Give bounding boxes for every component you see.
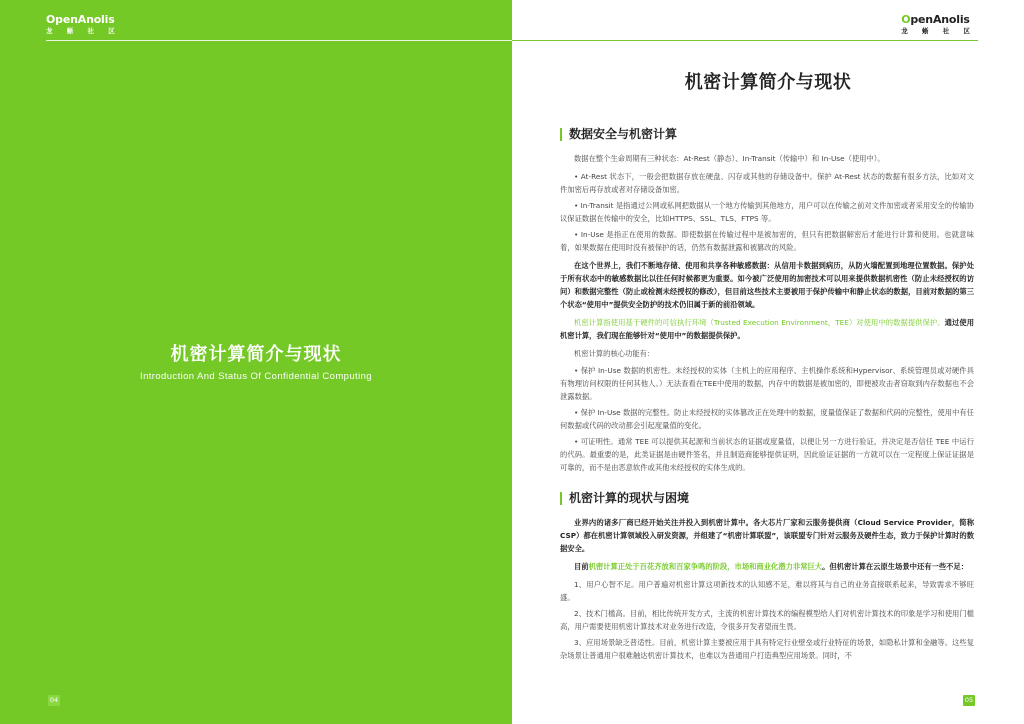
highlight-text: 机密计算指使用基于硬件的可信执行环境（Trusted Execution Environment，TEE）对使用中的数据提供保护。 bbox=[574, 318, 945, 327]
paragraph: 业界内的诸多厂商已经开始关注并投入到机密计算中。各大芯片厂家和云服务提供商（Cloud Service Provider，简称 CSP）都在机密计算领域投入研发资源，并组建了“机密计算联盟”，该联盟专门针对云服务及硬件生态，致力于保护计算时的数据安全。 bbox=[560, 518, 974, 553]
header-divider bbox=[512, 40, 978, 41]
logo-wordmark: OpenAnolis bbox=[46, 13, 115, 26]
openanolis-logo bbox=[901, 14, 976, 36]
logo-subtitle: 龙 蜥 社 区 bbox=[901, 27, 976, 35]
section1-body bbox=[560, 152, 974, 474]
logo-subtitle: 龙 蜥 社 区 bbox=[46, 27, 121, 35]
cover-title: 机密计算简介与现状 bbox=[170, 344, 342, 365]
bullet-confidentiality: • 保护 In-Use 数据的机密性。未经授权的实体（主机上的应用程序、主机操作系统和Hypervisor、系统管理员或对硬件具有物理访问权限的任何其他人。）无法查看在TEE中使用的数据，内存中的数据是被加密的，即便被攻击者窃取到内存数据也不会泄露数据。 bbox=[560, 366, 974, 401]
openanolis-logo bbox=[46, 14, 121, 36]
bullet-attestation: • 可证明性。通常 TEE 可以提供其起源和当前状态的证据或度量值，以便让另一方进行验证，并决定是否信任 TEE 中运行的代码。最重要的是，此类证据是由硬件签名，并且制造商能够提供证明，因此验证证据的一方就可以在一定程度上保证证据是可靠的，而不是由恶意软件或其他未经授权的实体生成的。 bbox=[560, 437, 974, 472]
list-item: 2、技术门槛高。目前，相比传统开发方式，主流的机密计算技术的编程模型给人们对机密计算技术的印象是学习和使用门槛高，用户需要使用机密计算技术对业务进行改造，令很多开发者望而生畏。 bbox=[560, 609, 974, 631]
section-heading: 机密计算的现状与困境 bbox=[560, 492, 689, 505]
page-number: 04 bbox=[49, 696, 59, 704]
section-heading: 数据安全与机密计算 bbox=[560, 128, 677, 141]
paragraph: 目前机密计算正处于百花齐放和百家争鸣的阶段，市场和商业化潜力非常巨大。但机密计算在云原生场景中还有一些不足： bbox=[574, 562, 969, 571]
content-page bbox=[512, 0, 1024, 724]
highlight-text: 机密计算正处于百花齐放和百家争鸣的阶段，市场和商业化潜力非常巨大 bbox=[588, 562, 823, 571]
paragraph: 机密计算的核心功能有： bbox=[574, 349, 655, 358]
list-item: 1、用户心智不足。用户普遍对机密计算这项新技术的认知感不足，难以将其与自己的业务直接联系起来，导致需求不够旺盛。 bbox=[560, 580, 974, 602]
page-title: 机密计算简介与现状 bbox=[684, 72, 852, 93]
paragraph: 机密计算指使用基于硬件的可信执行环境（Trusted Execution Environment，TEE）对使用中的数据提供保护。通过使用机密计算，我们现在能够针对“使用中”的数据提供保护。 bbox=[560, 318, 974, 340]
list-item: 3、应用场景缺乏普适性。目前，机密计算主要被应用于具有特定行业壁垒或行业特征的场景，如隐私计算和金融等。这些复杂场景让普通用户很难触达机密计算技术，也难以为普通用户打造典型应用场景。同时，不 bbox=[560, 638, 974, 660]
bullet-integrity: • 保护 In-Use 数据的完整性。防止未经授权的实体篡改正在处理中的数据，度量值保证了数据和代码的完整性，使用中有任何数据或代码的改动都会引起度量值的变化。 bbox=[560, 408, 974, 430]
paragraph: 在这个世界上，我们不断地存储、使用和共享各种敏感数据：从信用卡数据到病历，从防火墙配置到地理位置数据。保护处于所有状态中的敏感数据比以往任何时候都更为重要。如今被广泛使用的加密技术可以用来提供数据机密性（防止未经授权的访问）和数据完整性（防止或检测未经授权的修改），但目前这些技术主要被用于保护传输中和静止状态的数据，目前对数据的第三个状态“使用中”提供安全防护的技术仍旧属于新的前沿领域。 bbox=[560, 261, 974, 309]
paragraph: 数据在整个生命周期有三种状态：At-Rest（静态）、In-Transit（传输中）和 In-Use（使用中）。 bbox=[574, 154, 885, 163]
page-number: 05 bbox=[964, 696, 974, 704]
cover-subtitle: Introduction And Status Of Confidential Computing bbox=[140, 371, 372, 382]
section2-body bbox=[560, 516, 974, 662]
bullet-in-transit: • In-Transit 是指通过公网或私网把数据从一个地方传输到其他地方，用户可以在传输之前对文件加密或者采用安全的传输协议保证数据在传输中的安全，比如HTTPS、SSL、TLS、FTPS 等。 bbox=[560, 201, 974, 223]
logo-wordmark: OpenAnolis bbox=[901, 13, 970, 26]
bullet-in-use: • In-Use 是指正在使用的数据。即使数据在传输过程中是被加密的，但只有把数据解密后才能进行计算和使用。也就意味着，如果数据在使用时没有被保护的话，仍然有数据泄露和被篡改的风险。 bbox=[560, 230, 974, 252]
bullet-at-rest: • At-Rest 状态下，一般会把数据存放在硬盘、闪存或其他的存储设备中。保护 At-Rest 状态的数据有很多方法，比如对文件加密后再存放或者对存储设备加密。 bbox=[560, 172, 974, 194]
header-divider bbox=[46, 40, 512, 41]
